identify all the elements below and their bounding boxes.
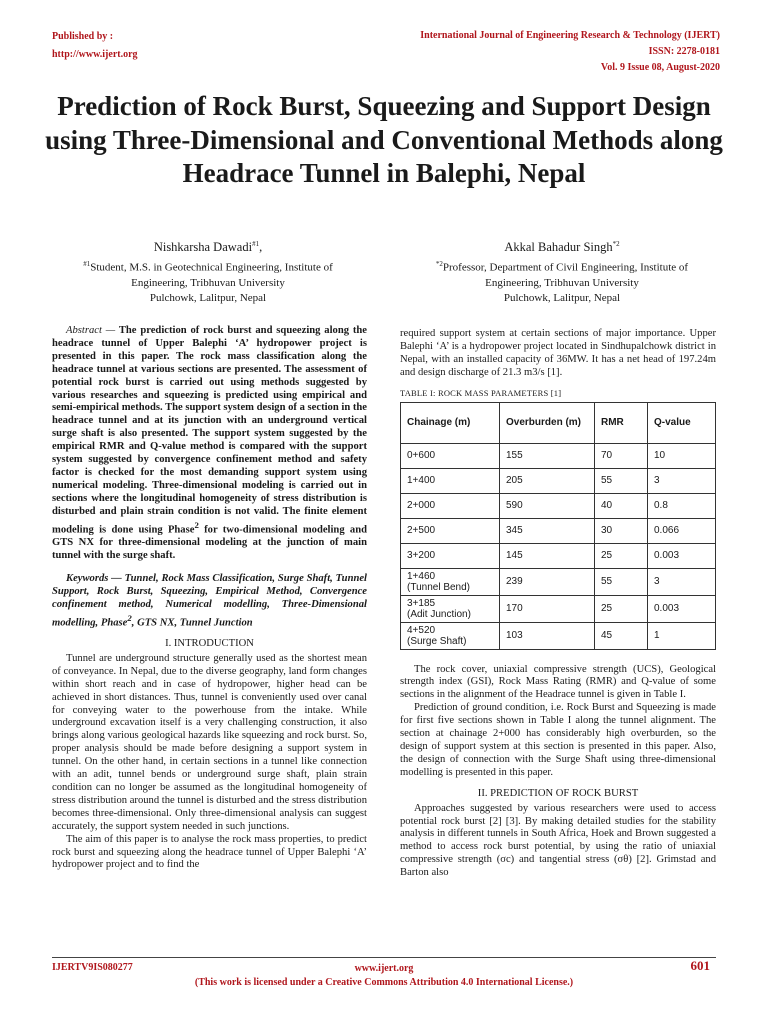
table-row: 2+000 590 40 0.8 xyxy=(401,493,716,518)
footer-divider xyxy=(52,957,716,958)
paper-code: IJERTV9IS080277 xyxy=(52,962,133,973)
table-row: 3+185 (Adit Junction) 170 25 0.003 xyxy=(401,595,716,622)
journal-name: International Journal of Engineering Research & Technology (IJERT) xyxy=(420,30,720,41)
author-affiliation: Professor, Department of Civil Engineering, Institute of xyxy=(442,261,689,274)
body-paragraph: The rock cover, uniaxial compressive strength (UCS), Geological strength index (GSI), Rock Mass Rating (RMR) and Q-value of some sections in the alignment of the Headrace tunnel is given in Table I. xyxy=(400,663,716,701)
author-block-1: Nishkarsha Dawadi$^{\#1}$, $^{\#1}$Student, M.S. in Geotechnical Engineering, Institute of Engineering, Tribhuvan University Pulchowk, Lalitpur, Nepal xyxy=(83,240,333,304)
header-right xyxy=(420,28,720,76)
keywords: Keywords — Tunnel, Rock Mass Classification, Surge Shaft, Tunnel Support, Rock Burst, Squeezing, Empirical Method, Convergence confinement method, Numerical modelling, Three-Dimensional modelling, Phase$^2$, GTS NX, Tunnel Junction xyxy=(52,572,367,629)
table-caption: TABLE I: ROCK MASS PARAMETERS [1] xyxy=(400,387,562,398)
issn: ISSN: 2278-0181 xyxy=(648,46,720,57)
section-heading-rock-burst: II. PREDICTION OF ROCK BURST xyxy=(477,787,639,799)
table-row: 0+600 155 70 10 xyxy=(401,443,716,468)
intro-paragraph-1: Tunnel are underground structure generally used as the shortest mean of conveyance. In Nepal, due to the diverse geography, land form changes within short reach and in case of hydropower, higher head can be achieved in short distances. Thus, tunnel is conveniently used over canal for conveying water to the powerhouse from the intake. While underground excavation itself is a very challenging construction, it also brings along various geological hazards like squeezing and rock burst. So, proper analysis should be made before designing a support system in tunnel. On the other hand, in certain sections in a tunnel like connection with an adit, tunnel bends or underground surge shaft, plain strain condition can no longer be assumed as the longitudinal homogeneity of stress distribution around the tunnel is disturbed and the stress distribution becomes three-dimensional. Only three-dimensional analysis can suggest accurately, the support system needed in such junctions. xyxy=(52,652,367,832)
author-block-2: Akkal Bahadur Singh$^{*2}$ $^{*2}$Professor, Department of Civil Engineering, Institute of Engineering, Tribhuvan University Pulchowk, Lalitpur, Nepal xyxy=(435,240,689,304)
table-row: 4+520 (Surge Shaft) 103 45 1 xyxy=(401,622,716,649)
table-row: 3+200 145 25 0.003 xyxy=(401,543,716,568)
table-header-row xyxy=(401,402,716,443)
continued-paragraph: required support system at certain sections of major importance. Upper Balephi ‘A’ is a hydropower project located in Sindhupalchowk district in Nepal, with an installed capacity of 36MW. It has a net head of 197.24m and design discharge of 21.3 m3/s [1]. xyxy=(400,328,716,378)
table-row: 2+500 345 30 0.066 xyxy=(401,518,716,543)
volume-issue: Vol. 9 Issue 08, August-2020 xyxy=(600,62,720,73)
header-left xyxy=(52,28,138,64)
footer-url-link[interactable]: www.ijert.org xyxy=(354,963,414,974)
license-notice: (This work is licensed under a Creative Commons Attribution 4.0 International License.) xyxy=(194,977,574,988)
right-column xyxy=(400,328,716,880)
page-number: 601 xyxy=(690,958,710,973)
col-header-overburden: Overburden (m) xyxy=(500,402,595,443)
body-paragraph: Prediction of ground condition, i.e. Rock Burst and Squeezing is made for first five sections shown in Table I along the tunnel alignment. The section at chainage 2+000 has considerably high overburden, so the design of support system at this section is presented in this paper. Also, the design of connection with the Surge Shaft using three-dimensional modelling is presented in this paper. xyxy=(400,702,716,778)
published-by: Published by : xyxy=(52,31,114,42)
author-name: Nishkarsha Dawadi xyxy=(153,240,253,255)
col-header-chainage: Chainage (m) xyxy=(401,402,500,443)
abstract: Abstract — The prediction of rock burst and squeezing along the headrace tunnel of Upper Balephi ‘A’ hydropower project is presented in this paper. The rock mass classification along the headrace tunnel at various sections are presented. The assessment of potential rock burst is carried out using methods suggested by various researches and squeezing is predicted using empirical and semi-empirical methods. The support system design of a section in the headrace tunnel and at its junction with an underground vertical surge shaft is also presented. The support system suggested by the empirical RMR and Q-value method is compared with the support system suggested by convergence confinement method and safety factor is checked for the most demanding support system using numerical modeling. Three-dimensional modeling is carried out in sections where the longitudinal homogeneity of stress distribution is disturbed and plain strain condition is not valid. The finite element modeling is done using Phase$^2$ for two-dimensional modeling and GTS NX for three-dimensional modeling at the junction of main tunnel with the surge shaft. xyxy=(52,325,367,561)
section-heading-introduction: I. INTRODUCTION xyxy=(165,638,254,649)
rock-mass-table xyxy=(400,402,716,650)
col-header-rmr: RMR xyxy=(595,402,648,443)
table-row: 1+460 (Tunnel Bend) 239 55 3 xyxy=(401,568,716,595)
paper-title: Prediction of Rock Burst, Squeezing and Support Design using Three-Dimensional and Conventional Methods along Headrace Tunnel in Balephi, Nepal xyxy=(45,91,723,188)
intro-paragraph-2: The aim of this paper is to analyse the rock mass properties, to predict rock burst and squeezing along the headrace tunnel of Upper Balephi ‘A’ hydropower project and to find the xyxy=(52,833,367,871)
journal-url-link[interactable]: http://www.ijert.org xyxy=(52,49,138,60)
author-affiliation: Student, M.S. in Geotechnical Engineering, Institute of xyxy=(90,261,333,274)
left-column xyxy=(52,325,367,872)
table-row: 1+400 205 55 3 xyxy=(401,468,716,493)
footer-center xyxy=(60,962,708,990)
author-name: Akkal Bahadur Singh xyxy=(504,240,613,255)
col-header-q-value: Q-value xyxy=(648,402,716,443)
body-paragraph: Approaches suggested by various researchers were used to access potential rock burst [2] [3]. By making detailed studies for the stability analysis in different tunnels in South Africa, Hoek and Brown suggested a method to access rock burst potential, by using the ratio of uniaxial compressive strength (σc) and tangential stress (σθ) [2]. Grimstad and Barton also xyxy=(400,802,716,879)
